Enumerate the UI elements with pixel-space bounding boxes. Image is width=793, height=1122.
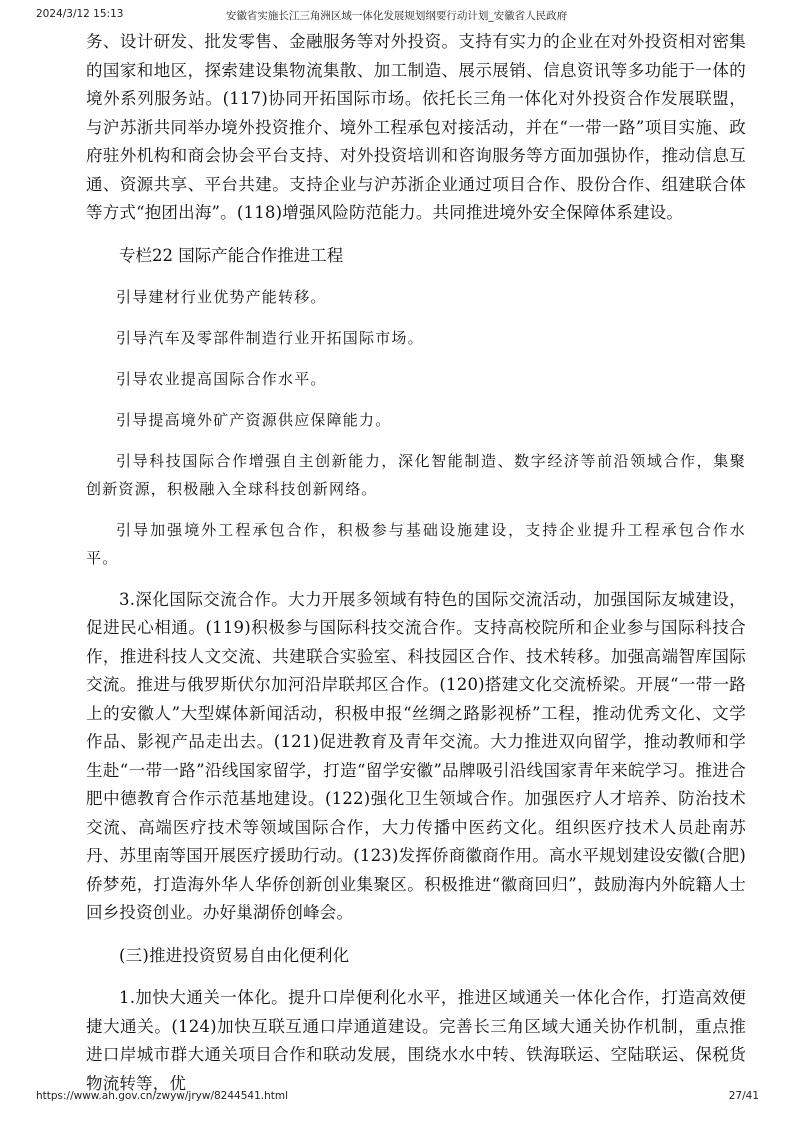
column-box-22 xyxy=(86,242,746,572)
section-heading: (三)推进投资贸易自由化便利化 xyxy=(119,945,350,965)
column-box-item: 引导农业提高国际合作水平。 xyxy=(116,369,327,388)
column-box-item: 引导科技国际合作增强自主创新能力，深化智能制造、数字经济等前沿领域合作，集聚创新资源，积极融入全球科技创新网络。 xyxy=(86,451,746,498)
source-url: https://www.ah.gov.cn/zwyw/jryw/8244541.html xyxy=(36,1090,289,1102)
paragraph-customs-integration: 1.加快大通关一体化。提升口岸便利化水平，推进区域通关一体化合作，打造高效便捷大通关。(124)加快互联互通口岸通道建设。完善长三角区域大通关协作机制，重点推进口岸城市群大通关项目合作和联动发展，围绕水水中转、铁海联运、空陆联运、保税货物流转等，优 xyxy=(86,988,746,1093)
column-box-item: 引导建材行业优势产能转移。 xyxy=(116,287,327,306)
page-header xyxy=(0,8,793,24)
document-body xyxy=(86,28,746,1098)
column-box-title: 专栏22 国际产能合作推进工程 xyxy=(119,245,344,265)
column-box-item: 引导提高境外矿产资源供应保障能力。 xyxy=(116,410,392,429)
page-header-title: 安徽省实施长江三角洲区域一体化发展规划纲要行动计划_安徽省人民政府 xyxy=(225,10,568,22)
page-number: 27/41 xyxy=(728,1090,759,1102)
column-box-item: 引导汽车及零部件制造行业开拓国际市场。 xyxy=(116,328,424,347)
print-datetime: 2024/3/12 15:13 xyxy=(36,8,124,20)
page-footer xyxy=(0,1090,793,1106)
paragraph-overseas-investment: 务、设计研发、批发零售、金融服务等对外投资。支持有实力的企业在对外投资相对密集的国家和地区，探索建设集物流集散、加工制造、展示展销、信息资讯等多功能于一体的境外系列服务站。(117)协同开拓国际市场。依托长三角一体化对外投资合作发展联盟，与沪苏浙共同举办境外投资推介、境外工程承包对接活动，并在“一带一路”项目实施、政府驻外机构和商会协会平台支持、对外投资培训和咨询服务等方面加强协作，推动信息互通、资源共享、平台共建。支持企业与沪苏浙企业通过项目合作、股份合作、组建联合体等方式“抱团出海”。(118)增强风险防范能力。共同推进境外安全保障体系建设。 xyxy=(86,32,746,222)
column-box-item: 引导加强境外工程承包合作，积极参与基础设施建设，支持企业提升工程承包合作水平。 xyxy=(86,520,746,567)
paragraph-international-exchange: 3.深化国际交流合作。大力开展多领域有特色的国际交流活动，加强国际友城建设，促进民心相通。(119)积极参与国际科技交流合作。支持高校院所和企业参与国际科技合作，推进科技人文交流、共建联合实验室、科技园区合作、技术转移。加强高端智库国际交流。推进与俄罗斯伏尔加河沿岸联邦区合作。(120)搭建文化交流桥梁。开展“一带一路上的安徽人”大型媒体新闻活动，积极申报“丝绸之路影视桥”工程，推动优秀文化、文学作品、影视产品走出去。(121)促进教育及青年交流。大力推进双向留学，推动教师和学生赴“一带一路”沿线国家留学，打造“留学安徽”品牌吸引沿线国家青年来皖学习。推进合肥中德教育合作示范基地建设。(122)强化卫生领域合作。加强医疗人才培养、防治技术交流、高端医疗技术等领域国际合作，大力传播中医药文化。组织医疗技术人员赴南苏丹、苏里南等国开展医疗援助行动。(123)发挥侨商徽商作用。高水平规划建设安徽(合肥)侨梦苑，打造海外华人华侨创新创业集聚区。积极推进“徽商回归”，鼓励海内外皖籍人士回乡投资创业。办好巢湖侨创峰会。 xyxy=(86,589,746,922)
